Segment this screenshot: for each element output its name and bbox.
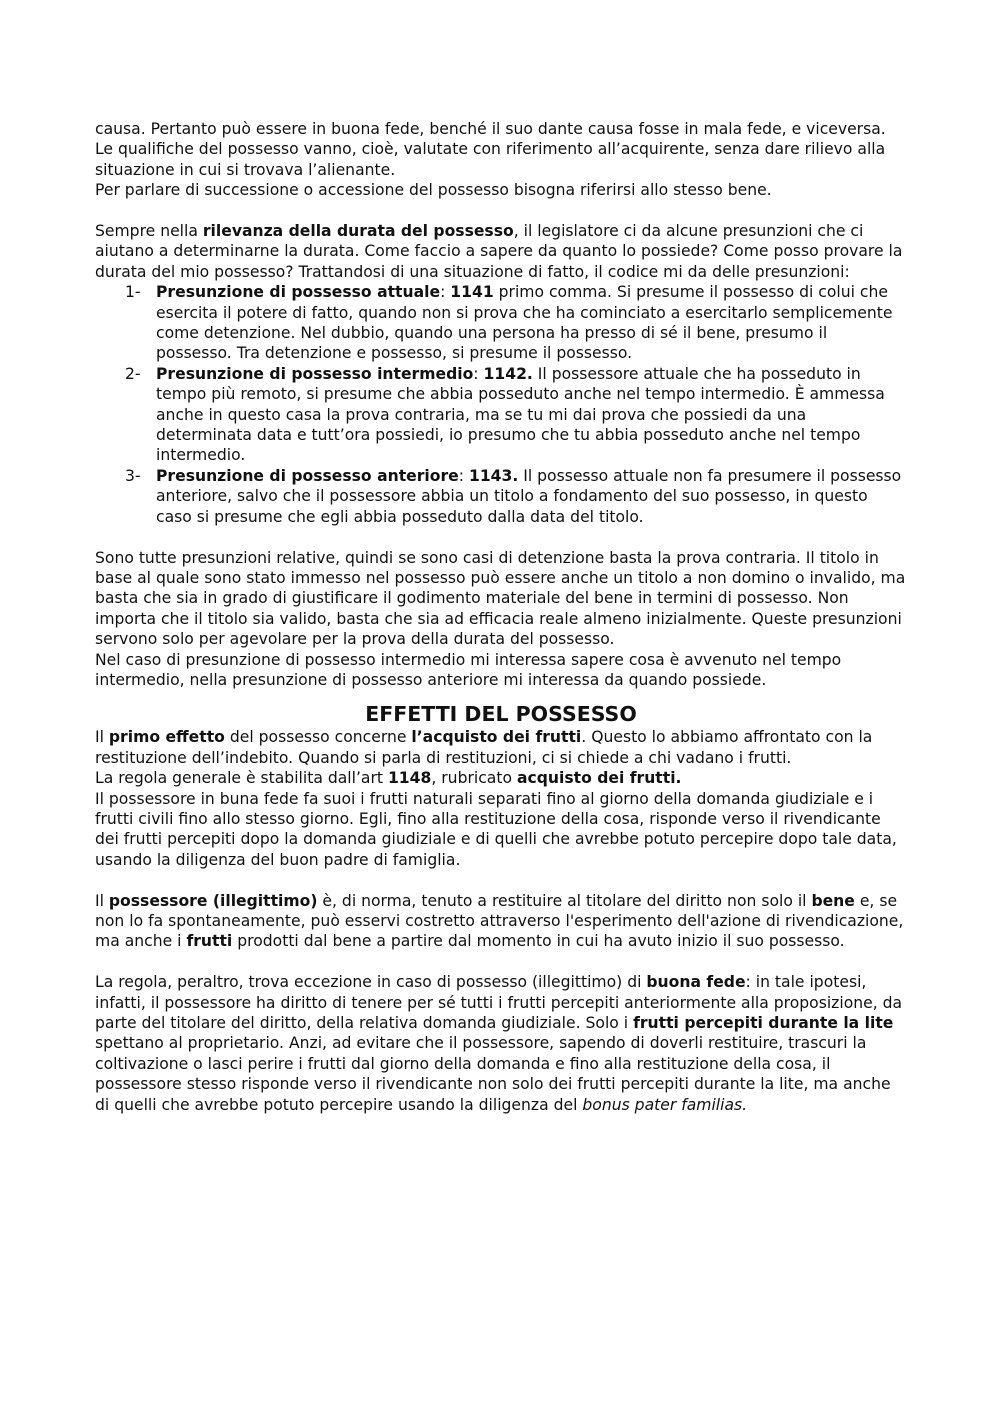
text-run: Il: [95, 728, 109, 747]
text-emphasis: buona fede: [646, 973, 746, 992]
list-number: 1-: [125, 283, 141, 302]
list-item-separator: :: [440, 283, 451, 302]
text-run: è, di norma, tenuto a restituire al titolare del diritto non solo il: [317, 891, 812, 910]
list-item-article: 1143.: [468, 466, 519, 485]
list-item-article: 1142.: [483, 364, 533, 383]
intro-paragraph: causa. Pertanto può essere in buona fede, benché il suo dante causa fosse in mala fede, e viceversa. Le qualifiche del possesso vanno, cioè, valutate con riferimento all’acquirente, senza dare rilievo alla situazione in cui si trovava l’alienante.: [95, 120, 886, 179]
text-emphasis: 1148: [387, 769, 432, 788]
section-heading: EFFETTI DEL POSSESSO: [365, 702, 637, 727]
presunzione-intermedio-paragraph: Nel caso di presunzione di possesso intermedio mi interessa sapere cosa è avvenuto nel tempo intermedio, nella presunzione di possesso anteriore mi interessa da quando possiede.: [95, 650, 842, 689]
text-run: La regola generale è stabilita dall’art: [95, 769, 388, 788]
list-item: [95, 364, 907, 466]
list-number: 3-: [125, 466, 141, 485]
text-run: prodotti dal bene a partire dal momento in cui ha avuto inizio il suo possesso.: [232, 932, 845, 951]
list-item-separator: :: [458, 466, 469, 485]
text-emphasis: l’acquisto dei frutti: [411, 728, 582, 747]
list-number: 2-: [125, 364, 141, 383]
list-item-article: 1141: [450, 283, 494, 302]
list-item-separator: :: [473, 364, 484, 383]
list-item-title: Presunzione di possesso anteriore: [156, 466, 459, 485]
regola-generale-paragraph: [95, 768, 907, 788]
text-run: e, se non lo fa spontaneamente, può esservi costretto attraverso l'esperimento dell'azione di rivendicazione, ma anche i: [95, 891, 904, 951]
possessore-illegittimo-paragraph: [95, 891, 907, 952]
successione-paragraph: Per parlare di successione o accessione del possesso bisogna riferirsi allo stesso bene.: [95, 181, 772, 200]
text-run: , rubricato: [431, 769, 517, 788]
text-emphasis: frutti percepiti durante la lite: [633, 1014, 894, 1032]
list-item-title: Presunzione di possesso intermedio: [156, 364, 474, 383]
list-item-text: primo comma. Si presume il possesso di colui che esercita il potere di fatto, quando non si prova che ha cominciato a esercitarlo semplicemente come detenzione. Nel dubbio, quando una persona ha presso di sé il bene, presumo il possesso. Tra detenzione e possesso, si presume il possesso.: [156, 283, 893, 363]
list-item-text: Il possessore attuale che ha posseduto in tempo più remoto, si presume che abbia posseduto anche nel tempo intermedio. È ammessa anche in questo casa la prova contraria, ma se tu mi dai prova che possiedi da una determinata data e tutt’ora possiedi, io presumo che tu abbia posseduto anche nel tempo intermedio.: [156, 364, 885, 465]
text-emphasis: frutti: [186, 932, 233, 951]
paragraph-gap: [95, 201, 907, 221]
text-run: La regola, peraltro, trova eccezione in caso di possesso (illegittimo) di: [95, 973, 647, 992]
list-item: [95, 282, 907, 364]
paragraph-gap: [95, 870, 907, 890]
eccezione-paragraph: [95, 972, 907, 1115]
document-page: [95, 119, 907, 1115]
text-emphasis: primo effetto: [108, 728, 225, 747]
text-run: . Questo lo abbiamo affrontato con la restituzione dell’indebito. Quando si parla di restituzioni, ci si chiede a chi vadano i frutti.: [95, 728, 873, 767]
text-run: Il: [95, 891, 109, 910]
list-item: [95, 466, 907, 527]
text-emphasis: acquisto dei frutti.: [516, 769, 682, 788]
list-item-text: Il possesso attuale non fa presumere il possesso anteriore, salvo che il possessore abbia un titolo a fondamento del suo possesso, in questo caso si presume che egli abbia posseduto dalla data del titolo.: [156, 466, 902, 526]
buona-fede-paragraph: Il possessore in buna fede fa suoi i frutti naturali separati fino al giorno della domanda giudiziale e i frutti civili fino allo stesso giorno. Egli, fino alla restituzione della cosa, risponde verso il rivendicante dei frutti percepiti dopo la domanda giudiziale e di quelli che avrebbe potuto percepire dopo tale data, usando la diligenza del buon padre di famiglia.: [95, 789, 897, 869]
text-emphasis: bene: [811, 891, 855, 910]
primo-effetto-paragraph: [95, 727, 907, 768]
text-run: del possesso concerne: [224, 728, 412, 747]
paragraph-gap: [95, 952, 907, 972]
text-run: spettano al proprietario. Anzi, ad evitare che il possessore, sapendo di doverli restituire, trascuri la coltivazione o lasci perire i frutti dal giorno della domanda e fino alla restituzione della cosa, il possessore stesso risponde verso il rivendicante non solo dei frutti percepiti durante la lite, ma anche di quelli che avrebbe potuto percepire usando la diligenza del: [95, 1034, 891, 1114]
presunzioni-relative-paragraph: Sono tutte presunzioni relative, quindi se sono casi di detenzione basta la prova contraria. Il titolo in base al quale sono stato immesso nel possesso può essere anche un titolo a non domino o invalido, ma basta che sia in grado di giustificare il godimento materiale del bene in termini di possesso. Non importa che il titolo sia valido, basta che sia ad efficacia reale almeno inizialmente. Queste presunzioni servono solo per agevolare per la prova della durata del possesso.: [95, 548, 906, 649]
durata-emphasis: rilevanza della durata del possesso: [202, 222, 514, 241]
durata-text-pre: Sempre nella: [95, 222, 203, 241]
presunzioni-list: [95, 282, 907, 527]
text-run: : in tale ipotesi, infatti, il possessore ha diritto di tenere per sé tutti i frutti percepiti anteriormente alla proposizione, da parte del titolare del diritto, della relativa domanda giudiziale. Solo i: [95, 973, 903, 1032]
durata-text-post: , il legislatore ci da alcune presunzioni che ci aiutano a determinarne la durata. Come faccio a sapere da quanto lo possiede? Come posso provare la durata del mio possesso? Trattandosi di una situazione di fatto, il codice mi da delle presunzioni:: [95, 222, 903, 281]
text-emphasis: possessore (illegittimo): [108, 891, 318, 910]
paragraph-gap: [95, 527, 907, 547]
durata-paragraph: [95, 221, 907, 282]
text-italic: bonus pater familias.: [582, 1095, 748, 1114]
list-item-title: Presunzione di possesso attuale: [156, 283, 441, 302]
